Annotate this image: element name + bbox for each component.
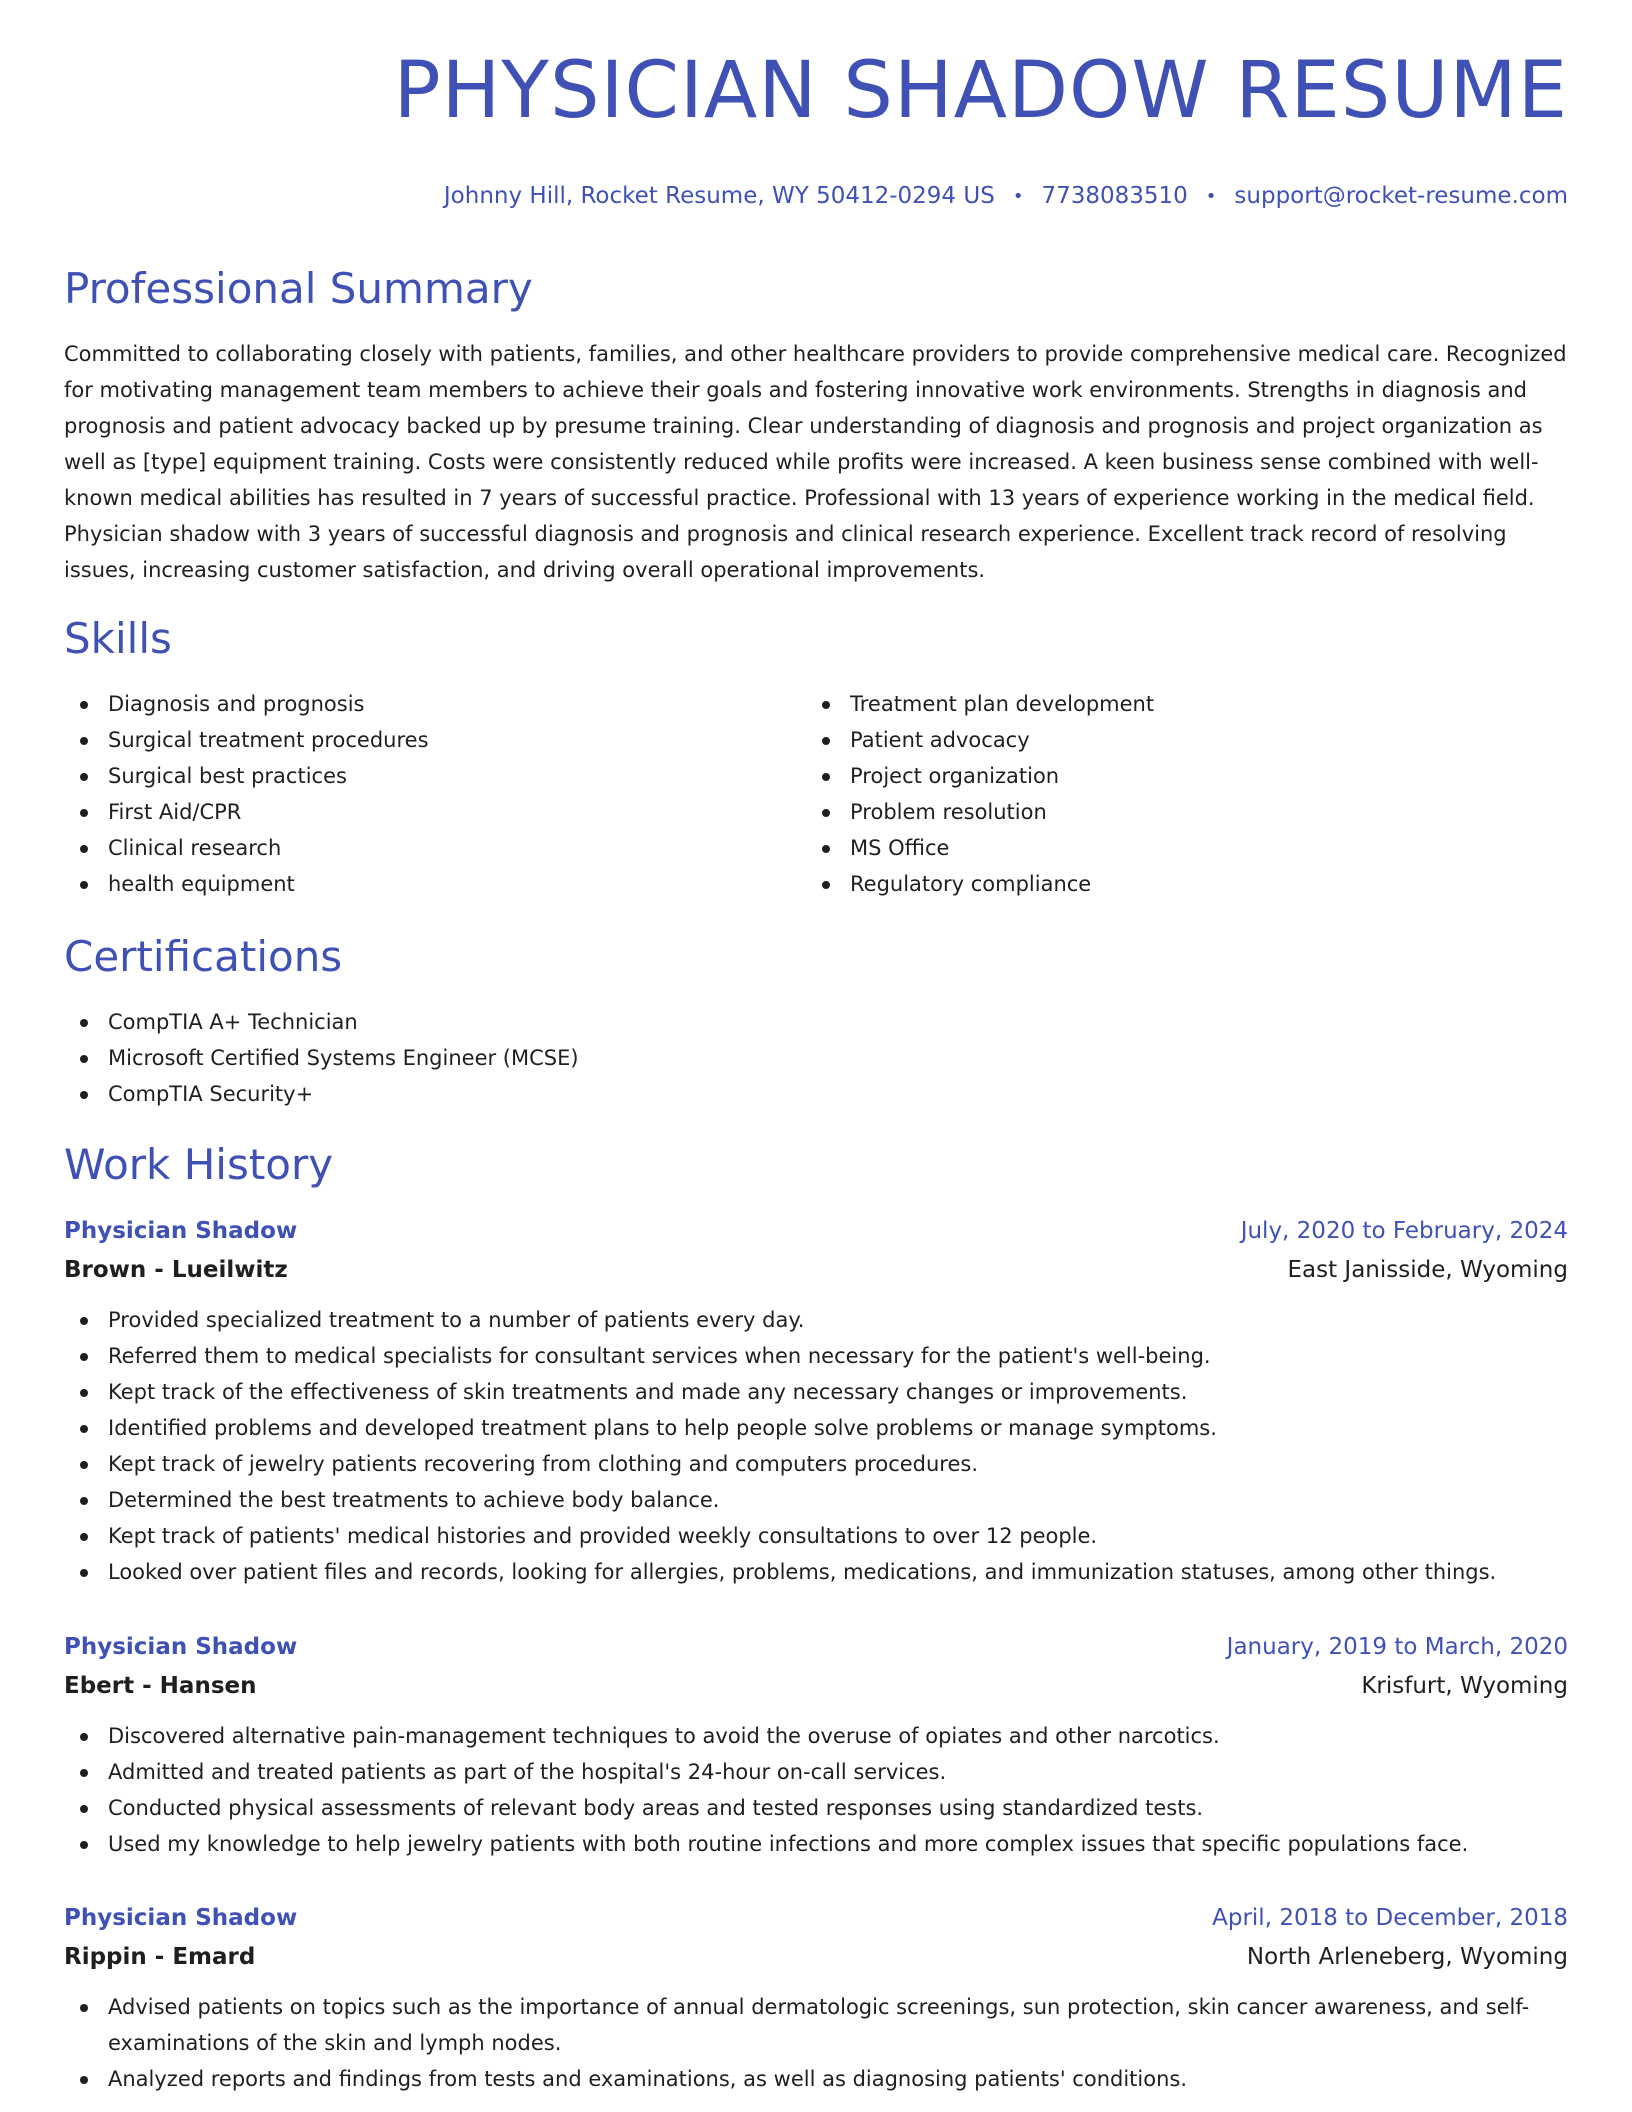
job-bullet: Provided specialized treatment to a number of patients every day. (64, 1302, 1568, 1338)
skills-list-left (64, 686, 804, 902)
job-bullet: Identified problems and developed treatment plans to help people solve problems or manage symptoms. (64, 1410, 1568, 1446)
certification-item: Microsoft Certified Systems Engineer (MCSE) (64, 1040, 1568, 1076)
job-title: Physician Shadow (64, 1634, 298, 1660)
job-bullets (64, 1718, 1568, 1862)
job-dates: January, 2019 to March, 2020 (1226, 1634, 1568, 1660)
job-company: Ebert - Hansen (64, 1673, 257, 1699)
summary-heading: Professional Summary (64, 264, 533, 313)
job-bullet: Analyzed reports and findings from tests and examinations, as well as diagnosing patients' conditions. (64, 2061, 1568, 2097)
skill-item: Project organization (806, 758, 1546, 794)
certifications-list (64, 1004, 1568, 1112)
job-bullet: Advised patients on topics such as the importance of annual dermatologic screenings, sun protection, skin cancer awareness, and self-examinations of the skin and lymph nodes. (64, 1989, 1568, 2061)
skills-heading: Skills (64, 614, 172, 663)
job-title: Physician Shadow (64, 1905, 298, 1931)
job-bullet: Referred them to medical specialists for consultant services when necessary for the patient's well-being. (64, 1338, 1568, 1374)
job-dates: July, 2020 to February, 2024 (1240, 1218, 1568, 1244)
skill-item: Problem resolution (806, 794, 1546, 830)
resume-title: PHYSICIAN SHADOW RESUME (393, 46, 1568, 136)
job-title: Physician Shadow (64, 1218, 298, 1244)
job-bullet: Kept track of jewelry patients recovering from clothing and computers procedures. (64, 1446, 1568, 1482)
job-bullet: Conducted physical assessments of relevant body areas and tested responses using standardized tests. (64, 1790, 1568, 1826)
job-location: Krisfurt, Wyoming (1361, 1673, 1568, 1699)
skill-item: Regulatory compliance (806, 866, 1546, 902)
contact-address: Johnny Hill, Rocket Resume, WY 50412-0294 US (443, 183, 995, 209)
job-bullet: Admitted and treated patients as part of the hospital's 24-hour on-call services. (64, 1754, 1568, 1790)
skill-item: MS Office (806, 830, 1546, 866)
contact-phone[interactable]: 7738083510 (1041, 183, 1188, 209)
contact-separator: • (1012, 185, 1024, 207)
contact-email[interactable]: support@rocket-resume.com (1234, 183, 1568, 209)
work-history-heading: Work History (64, 1140, 334, 1189)
skill-item: First Aid/CPR (64, 794, 804, 830)
contact-line (444, 183, 1568, 209)
job-location: East Janisside, Wyoming (1287, 1257, 1568, 1283)
skill-item: Diagnosis and prognosis (64, 686, 804, 722)
job-entry (64, 1212, 1568, 1590)
job-dates: April, 2018 to December, 2018 (1212, 1905, 1568, 1931)
summary-text: Committed to collaborating closely with patients, families, and other healthcare providers to provide comprehensive medical care. Recognized for motivating management team members to achieve their goals and fostering innovative work environments. Strengths in diagnosis and prognosis and patient advocacy backed up by presume training. Clear understanding of diagnosis and prognosis and project organization as well as [type] equipment training. Costs were consistently reduced while profits were increased. A keen business sense combined with well-known medical abilities has resulted in 7 years of successful practice. Professional with 13 years of experience working in the medical field. Physician shadow with 3 years of successful diagnosis and prognosis and clinical research experience. Excellent track record of resolving issues, increasing customer satisfaction, and driving overall operational improvements. (64, 342, 1567, 582)
job-entry (64, 1899, 1568, 2097)
job-bullet: Determined the best treatments to achieve body balance. (64, 1482, 1568, 1518)
job-company: Rippin - Emard (64, 1944, 256, 1970)
skill-item: Surgical best practices (64, 758, 804, 794)
skill-item: Treatment plan development (806, 686, 1546, 722)
skill-item: Clinical research (64, 830, 804, 866)
job-company: Brown - Lueilwitz (64, 1257, 288, 1283)
job-bullet: Used my knowledge to help jewelry patients with both routine infections and more complex issues that specific populations face. (64, 1826, 1568, 1862)
skill-item: Surgical treatment procedures (64, 722, 804, 758)
job-bullets (64, 1989, 1568, 2097)
skill-item: Patient advocacy (806, 722, 1546, 758)
job-bullet: Discovered alternative pain-management techniques to avoid the overuse of opiates and other narcotics. (64, 1718, 1568, 1754)
skills-list-right (806, 686, 1546, 902)
job-location: North Arleneberg, Wyoming (1246, 1944, 1568, 1970)
job-bullet: Kept track of patients' medical histories and provided weekly consultations to over 12 people. (64, 1518, 1568, 1554)
contact-separator: • (1205, 185, 1217, 207)
job-bullet: Kept track of the effectiveness of skin treatments and made any necessary changes or improvements. (64, 1374, 1568, 1410)
certification-item: CompTIA A+ Technician (64, 1004, 1568, 1040)
job-bullet: Looked over patient files and records, looking for allergies, problems, medications, and immunization statuses, among other things. (64, 1554, 1568, 1590)
skill-item: health equipment (64, 866, 804, 902)
job-bullets (64, 1302, 1568, 1590)
certifications-heading: Certifications (64, 932, 343, 981)
certification-item: CompTIA Security+ (64, 1076, 1568, 1112)
job-entry (64, 1628, 1568, 1862)
